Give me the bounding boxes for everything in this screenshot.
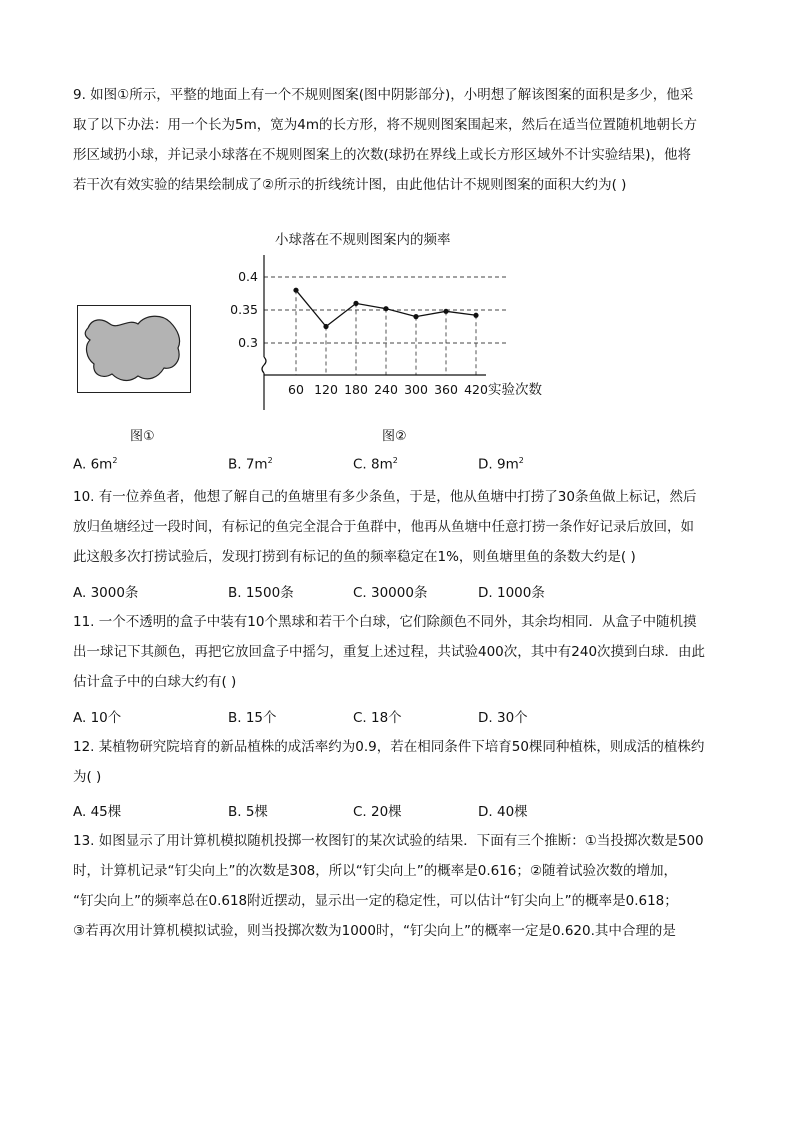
chart-x-tick-label: 240 [374, 382, 398, 397]
question-10-option-d[interactable]: D. 1000条 [478, 585, 545, 601]
chart-x-tick-label: 60 [288, 382, 304, 397]
question-9-option-b[interactable]: B. $7m^2$ [228, 456, 273, 473]
chart-data-point [443, 309, 448, 314]
question-12-option-d[interactable]: D. 40棵 [478, 804, 528, 820]
irregular-pattern-shape [78, 306, 189, 391]
question-13-line-3: “钉尖向上”的频率总在0.618附近摆动，显示出一定的稳定性，可以估计“钉尖向上”的概率是0.618； [73, 893, 678, 909]
question-10-line-2: 放归鱼塘经过一段时间，有标记的鱼完全混合于鱼群中，他再从鱼塘中任意打捞一条作好记录后放回，如 [73, 519, 694, 535]
chart-x-tick-label: 300 [404, 382, 428, 397]
question-9-line-3: 形区域扔小球，并记录小球落在不规则图案上的次数(球扔在界线上或长方形区域外不计实验结果)，他将 [73, 147, 692, 163]
figure-1-rectangle [77, 305, 191, 393]
question-9-line-1: 9. 如图①所示，平整的地面上有一个不规则图案(图中阴影部分)，小明想了解该图案的面积是多少，他采 [73, 87, 694, 103]
question-12-text [73, 732, 723, 792]
question-9-option-d[interactable]: D. $9m^2$ [478, 456, 524, 473]
chart-x-tick-label: 120 [314, 382, 338, 397]
frequency-line-chart [230, 225, 550, 420]
question-12-option-b[interactable]: B. 5棵 [228, 804, 268, 820]
chart-y-tick-label: 0.4 [238, 269, 258, 284]
chart-x-axis-label: 实验次数 [488, 382, 542, 398]
chart-data-point [413, 314, 418, 319]
chart-y-tick-label: 0.35 [230, 302, 258, 317]
chart-x-tick-label: 360 [434, 382, 458, 397]
figure-1-caption: 图① [130, 429, 155, 444]
chart-data-point [293, 288, 298, 293]
question-12-line-2: 为( ) [73, 769, 102, 785]
question-10-text [73, 482, 723, 572]
question-10-option-a[interactable]: A. 3000条 [73, 585, 139, 601]
question-9-option-c[interactable]: C. $8m^2$ [353, 456, 398, 473]
question-9-text [73, 80, 723, 200]
question-10-option-b[interactable]: B. 1500条 [228, 585, 294, 601]
question-11-option-a[interactable]: A. 10个 [73, 710, 122, 726]
question-11-option-c[interactable]: C. 18个 [353, 710, 402, 726]
question-10-line-1: 10. 有一位养鱼者，他想了解自己的鱼塘里有多少条鱼，于是，他从鱼塘中打捞了30条鱼做上标记，然后 [73, 489, 697, 505]
question-11-line-3: 估计盒子中的白球大约有( ) [73, 674, 237, 690]
question-11-option-d[interactable]: D. 30个 [478, 710, 528, 726]
chart-data-point [383, 306, 388, 311]
chart-y-tick-label: 0.3 [238, 335, 258, 350]
chart-data-point [473, 313, 478, 318]
question-12-line-1: 12. 某植物研究院培育的新品植株的成活率约为0.9，若在相同条件下培育50棵同种植株，则成活的植株约 [73, 739, 705, 755]
chart-title: 小球落在不规则图案内的频率 [275, 232, 451, 248]
question-12-option-c[interactable]: C. 20棵 [353, 804, 402, 820]
question-13-line-4: ③若再次用计算机模拟试验，则当投掷次数为1000时，“钉尖向上”的概率一定是0.620.其中合理的是 [73, 923, 676, 939]
question-9-line-4: 若干次有效实验的结果绘制成了②所示的折线统计图，由此他估计不规则图案的面积大约为( ) [73, 177, 627, 193]
question-11-line-2: 出一球记下其颜色，再把它放回盒子中摇匀，重复上述过程，共试验400次，其中有240次摸到白球．由此 [73, 644, 706, 660]
chart-y-axis-break [262, 357, 266, 373]
question-9-options [73, 456, 723, 480]
question-12-options [73, 800, 723, 824]
chart-data-point [323, 324, 328, 329]
question-13-text [73, 826, 723, 946]
question-12-option-a[interactable]: A. 45棵 [73, 804, 122, 820]
question-11-text [73, 607, 723, 697]
question-13-line-2: 时，计算机记录“钉尖向上”的次数是308，所以“钉尖向上”的概率是0.616；②随着试验次数的增加， [73, 863, 677, 879]
chart-x-tick-label: 180 [344, 382, 368, 397]
question-10-options [73, 581, 723, 605]
question-11-options [73, 706, 723, 730]
question-11-line-1: 11. 一个不透明的盒子中装有10个黑球和若干个白球，它们除颜色不同外，其余均相同．从盒子中随机摸 [73, 614, 697, 630]
figure-2-caption: 图② [382, 429, 407, 444]
question-13-line-1: 13. 如图显示了用计算机模拟随机投掷一枚图钉的某次试验的结果．下面有三个推断：①当投掷次数是500 [73, 833, 704, 849]
question-10-line-3: 此这般多次打捞试验后，发现打捞到有标记的鱼的频率稳定在1%，则鱼塘里鱼的条数大约是( ) [73, 549, 636, 565]
chart-data-point [353, 301, 358, 306]
question-10-option-c[interactable]: C. 30000条 [353, 585, 428, 601]
chart-x-tick-label: 420 [464, 382, 488, 397]
question-9-line-2: 取了以下办法：用一个长为5m，宽为4m的长方形，将不规则图案围起来，然后在适当位置随机地朝长方 [73, 117, 697, 133]
question-11-option-b[interactable]: B. 15个 [228, 710, 277, 726]
question-9-option-a[interactable]: A. $6m^2$ [73, 456, 118, 473]
